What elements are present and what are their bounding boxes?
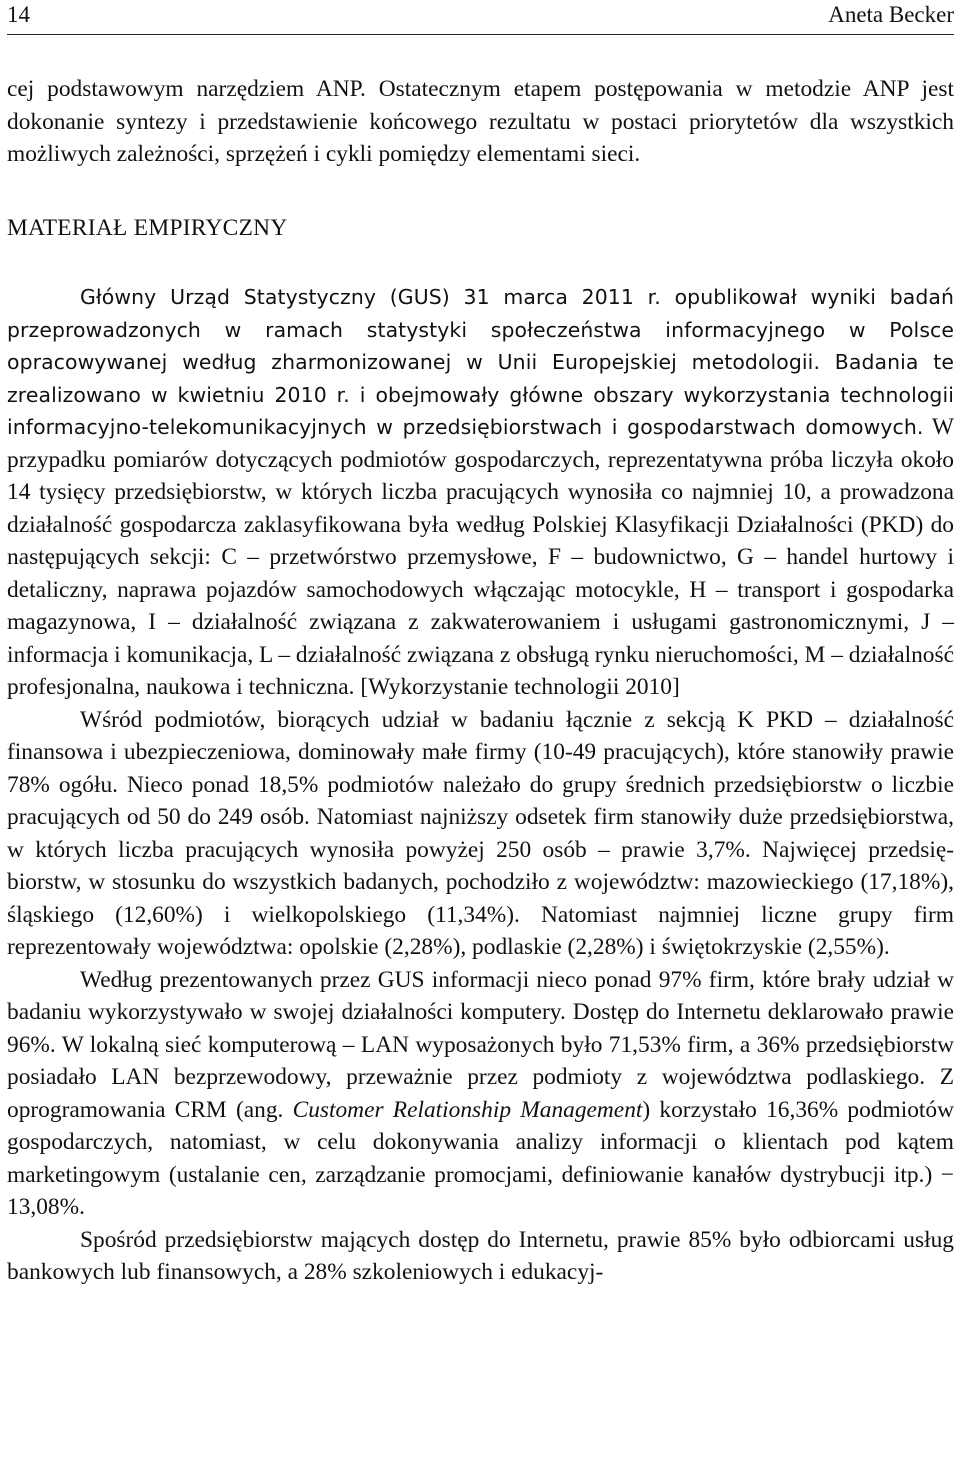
paragraph-enterprise-structure: Wśród podmiotów, biorących udział w badaniu łącznie z sekcją K PKD – działalność finansowa i ubezpieczeniowa, dominowały małe firmy (10-49 pracujących), które stanowiły prawie 78% ogółu. Nieco ponad 18,5% podmiotów należało do grupy średnich przedsiębiorstw o liczbie pracujących od 50 do 249 osób. Natomiast najniższy odsetek firm stanowiły duże przedsiębiorstwa, w których liczba pracujących wynosiła powyżej 250 osób – prawie 3,7%. Najwięcej przedsiębiorstw, w stosunku do wszystkich badanych, pochodziło z województw: mazowieckiego (17,18%), śląskiego (12,60%) i wielkopolskiego (11,34%). Natomiast najmniej liczne grupy firm reprezentowały województwa: opolskie (2,28%), podlaskie (2,28%) i świętokrzyskie (2,55%).: [7, 706, 954, 960]
paragraph-ict-usage-run-2: ) korzystało 16,36% podmiotów gospodarczych, natomiast, w celu dokonywania analizy informacji o klientach pod kątem marketingowym (ustalanie cen, zarządzanie promocjami, definiowanie kanałów dystrybucji itp.) − 13,08%.: [7, 1096, 954, 1220]
running-header: [7, 0, 954, 35]
paragraph-continuation: cej podstawowym narzędziem ANP. Ostatecznym etapem postępowania w metodzie ANP jest dokonanie syntezy i przedstawienie końcowego rezultatu w postaci priorytetów dla wszystkich możliwych zależności, sprzężeń i cykli pomiędzy elementami sieci.: [7, 76, 954, 167]
crm-term: Customer Relationship Management: [292, 1096, 643, 1123]
section-heading: MATERIAŁ EMPIRYCZNY: [7, 214, 288, 241]
page-number: 14: [7, 2, 30, 27]
paragraph-gus-survey-serif-run: W przypadku pomiarów dotyczących podmiotów gospodarczych, reprezentatywna próba liczyła około 14 tysięcy przedsiębiorstw, w których liczba pracujących wynosiła co najmniej 10, a prowadzona działalność gospodarcza zaklasyfikowana była według Polskiej Klasyfikacji Działalności (PKD) do następujących sekcji: C – przetwórstwo przemysłowe, F – budownictwo, G – handel hurtowy i detaliczny, naprawa pojazdów samochodowych włączając motocykle, H – transport i gospodarka magazynowa, I – działalność związana z zakwaterowaniem i usługami gastronomicznymi, J – informacja i komunikacja, L – działalność związana z obsługą rynku nieruchomości, M – działalność profesjonalna, naukowa i techniczna. [Wykorzystanie technologii 2010]: [7, 414, 954, 700]
body-text: [7, 73, 954, 1289]
paragraph-gus-survey-sans-run: Główny Urząd Statystyczny (GUS) 31 marca 2011 r. opublikował wyniki badań przeprowadzonych w ramach statystyki społeczeństwa informacyjnego w Polsce opracowywanej według zharmonizowanej w Unii Europejskiej metodologii. Badania te zrealizowano w kwietniu 2010 r. i obejmowały główne obszary wykorzystania technologii informacyjno-telekomunikacyjnych w przedsiębiorstwach i gospodarstwach domowych.: [7, 285, 954, 439]
paragraph-gus-survey: [7, 281, 954, 704]
paragraph-ict-usage: [7, 964, 954, 1224]
paragraph-internet-services: Spośród przedsiębiorstw mających dostęp do Internetu, prawie 85% było odbiorcami usług bankowych lub finansowych, a 28% szkoleniowych i edukacyj-: [7, 1226, 954, 1285]
running-header-author: Aneta Becker: [828, 2, 954, 27]
paragraph-ict-usage-run-1: Według prezentowanych przez GUS informacji nieco ponad 97% firm, które brały udział w badaniu wykorzystywało w swojej działalności komputery. Dostęp do Internetu deklarowało prawie 96%. W lokalną sieć komputerową – LAN wyposażonych było 71,53% firm, a 36% przedsiębiorstw posiadało LAN bezprzewodowy, przeważnie przez podmioty z województwa podlaskiego. Z oprogramowania CRM (ang.: [7, 966, 954, 1123]
